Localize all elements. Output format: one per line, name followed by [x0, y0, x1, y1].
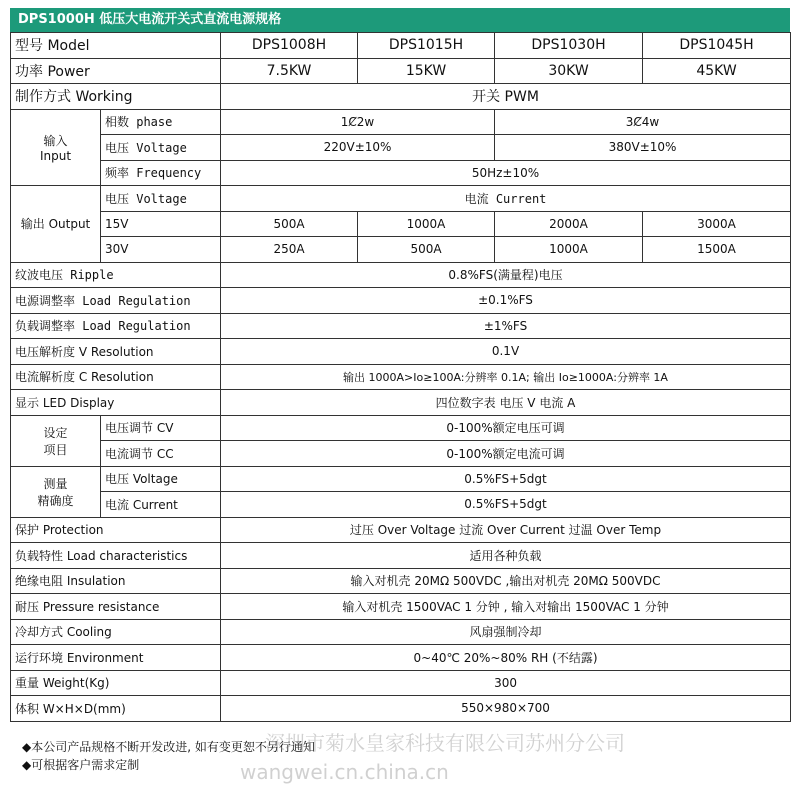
spec-value: 输入对机壳 1500VAC 1 分钟 , 输入对输出 1500VAC 1 分钟 — [221, 594, 791, 620]
model-cell: DPS1045H — [643, 33, 791, 59]
phase-left: 1Ȼ2w — [221, 109, 495, 135]
input-voltage-right: 380V±10% — [495, 135, 791, 161]
spec-row — [11, 696, 791, 722]
output-label: 输出 Output — [11, 186, 101, 263]
cv-label: 电压调节 CV — [101, 415, 221, 441]
footnote: ◆本公司产品规格不断开发改进, 如有变更恕不另行通知 — [22, 740, 315, 754]
accuracy-voltage-label: 电压 Voltage — [101, 466, 221, 492]
power-cell: 7.5KW — [221, 58, 358, 84]
output-current-cell: 500A — [221, 211, 358, 237]
spec-label: 显示 LED Display — [11, 390, 221, 416]
spec-value: ±0.1%FS — [221, 288, 791, 314]
accuracy-label-line2: 精确度 — [37, 493, 74, 508]
footnotes — [22, 738, 315, 774]
phase-right: 3Ȼ4w — [495, 109, 791, 135]
output-current-cell: 1000A — [358, 211, 495, 237]
spec-label: 保护 Protection — [11, 517, 221, 543]
spec-value: 0.8%FS(满量程)电压 — [221, 262, 791, 288]
input-label — [11, 109, 101, 186]
spec-label: 电压解析度 V Resolution — [11, 339, 221, 365]
power-cell: 15KW — [358, 58, 495, 84]
input-label-line2: Input — [39, 148, 72, 163]
working-row — [11, 84, 791, 110]
output-current-cell: 3000A — [643, 211, 791, 237]
spec-row — [11, 288, 791, 314]
spec-row — [11, 670, 791, 696]
footnote: ◆可根据客户需求定制 — [22, 758, 140, 772]
model-label: 型号 Model — [11, 33, 221, 59]
power-row — [11, 58, 791, 84]
watermark-company: 深圳市菊水皇家科技有限公司苏州分公司 — [265, 731, 625, 755]
working-label: 制作方式 Working — [11, 84, 221, 110]
working-value: 开关 PWM — [221, 84, 791, 110]
accuracy-current-value: 0.5%FS+5dgt — [221, 492, 791, 518]
output-current-cell: 500A — [358, 237, 495, 263]
spec-row — [11, 517, 791, 543]
output-voltage: 15V — [101, 211, 221, 237]
spec-row — [11, 390, 791, 416]
spec-value: 四位数字表 电压 V 电流 A — [221, 390, 791, 416]
cc-value: 0-100%额定电流可调 — [221, 441, 791, 467]
watermark-url: wangwei.cn.china.cn — [240, 760, 449, 784]
spec-row — [11, 364, 791, 390]
spec-value: 过压 Over Voltage 过流 Over Current 过温 Over Temp — [221, 517, 791, 543]
accuracy-current-label: 电流 Current — [101, 492, 221, 518]
model-cell: DPS1015H — [358, 33, 495, 59]
spec-label: 冷却方式 Cooling — [11, 619, 221, 645]
cc-label: 电流调节 CC — [101, 441, 221, 467]
input-voltage-left: 220V±10% — [221, 135, 495, 161]
spec-value: 300 — [221, 670, 791, 696]
model-cell: DPS1008H — [221, 33, 358, 59]
spec-value: 输出 1000A>Io≥100A:分辨率 0.1A; 输出 Io≥1000A:分辨率 1A — [221, 364, 791, 390]
input-label-line1: 输入 — [43, 133, 68, 148]
output-current-label: 电流 Current — [221, 186, 791, 212]
input-voltage-row — [11, 135, 791, 161]
spec-label: 重量 Weight(Kg) — [11, 670, 221, 696]
accuracy-voltage-value: 0.5%FS+5dgt — [221, 466, 791, 492]
page-title: DPS1000H 低压大电流开关式直流电源规格 — [10, 8, 790, 32]
spec-label: 绝缘电阻 Insulation — [11, 568, 221, 594]
frequency-value: 50Hz±10% — [221, 160, 791, 186]
spec-label: 体积 W×H×D(mm) — [11, 696, 221, 722]
spec-row — [11, 568, 791, 594]
power-label: 功率 Power — [11, 58, 221, 84]
spec-value: ±1%FS — [221, 313, 791, 339]
accuracy-current-row — [11, 492, 791, 518]
spec-value: 0~40℃ 20%~80% RH (不结露) — [221, 645, 791, 671]
spec-row — [11, 594, 791, 620]
output-voltage-label: 电压 Voltage — [101, 186, 221, 212]
power-cell: 30KW — [495, 58, 643, 84]
cv-value: 0-100%额定电压可调 — [221, 415, 791, 441]
setting-label — [11, 415, 101, 466]
spec-value: 风扇强制冷却 — [221, 619, 791, 645]
input-voltage-label: 电压 Voltage — [101, 135, 221, 161]
frequency-label: 频率 Frequency — [101, 160, 221, 186]
output-current-cell: 1000A — [495, 237, 643, 263]
spec-label: 负载调整率 Load Regulation — [11, 313, 221, 339]
spec-value: 0.1V — [221, 339, 791, 365]
output-voltage: 30V — [101, 237, 221, 263]
model-cell: DPS1030H — [495, 33, 643, 59]
spec-row — [11, 313, 791, 339]
input-frequency-row — [11, 160, 791, 186]
spec-label: 电流解析度 C Resolution — [11, 364, 221, 390]
setting-cv-row — [11, 415, 791, 441]
spec-row — [11, 619, 791, 645]
accuracy-label-line1: 测量 — [43, 476, 68, 491]
accuracy-voltage-row — [11, 466, 791, 492]
power-cell: 45KW — [643, 58, 791, 84]
spec-value: 输入对机壳 20MΩ 500VDC ,输出对机壳 20MΩ 500VDC — [221, 568, 791, 594]
output-current-cell: 250A — [221, 237, 358, 263]
spec-label: 纹波电压 Ripple — [11, 262, 221, 288]
accuracy-label — [11, 466, 101, 517]
input-phase-row — [11, 109, 791, 135]
spec-value: 适用各种负载 — [221, 543, 791, 569]
spec-label: 负载特性 Load characteristics — [11, 543, 221, 569]
spec-label: 运行环境 Environment — [11, 645, 221, 671]
spec-row — [11, 543, 791, 569]
spec-label: 耐压 Pressure resistance — [11, 594, 221, 620]
output-row-15v — [11, 211, 791, 237]
setting-label-line2: 项目 — [43, 442, 68, 457]
output-header-row — [11, 186, 791, 212]
spec-row — [11, 645, 791, 671]
phase-label: 相数 phase — [101, 109, 221, 135]
spec-row — [11, 339, 791, 365]
output-current-cell: 2000A — [495, 211, 643, 237]
spec-label: 电源调整率 Load Regulation — [11, 288, 221, 314]
output-row-30v — [11, 237, 791, 263]
output-current-cell: 1500A — [643, 237, 791, 263]
spec-value: 550×980×700 — [221, 696, 791, 722]
setting-cc-row — [11, 441, 791, 467]
setting-label-line1: 设定 — [43, 425, 68, 440]
model-row — [11, 33, 791, 59]
spec-row — [11, 262, 791, 288]
spec-table — [10, 32, 791, 722]
